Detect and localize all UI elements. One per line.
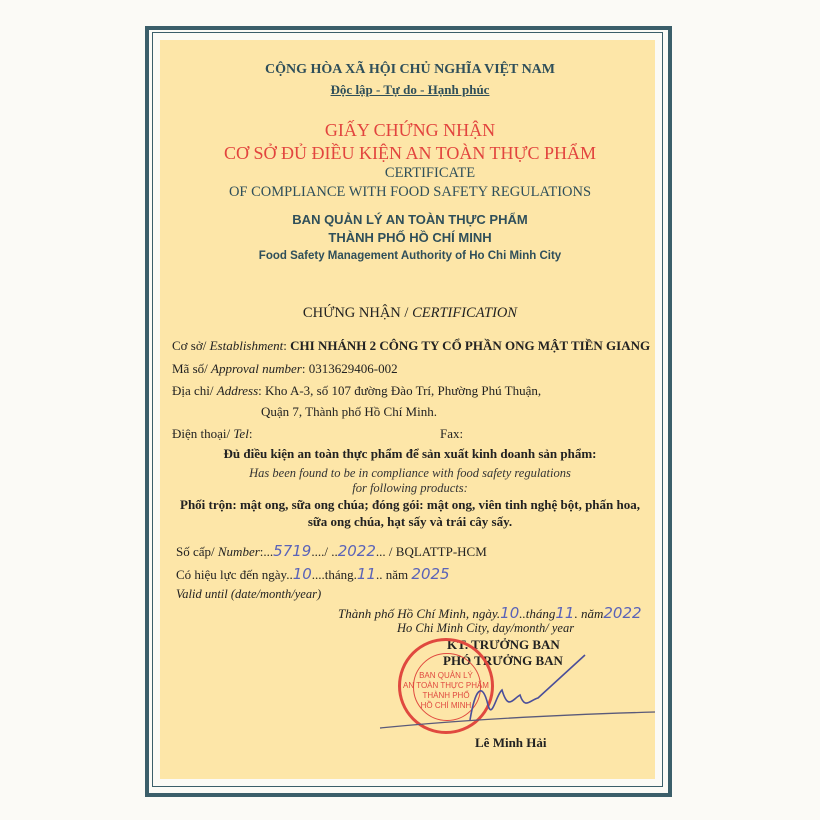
- validity-en: Valid until (date/month/year): [176, 587, 322, 601]
- signatory-title-2: PHÓ TRƯỞNG BAN: [443, 653, 563, 668]
- tel-row: Điện thoại/ Tel:: [172, 426, 253, 441]
- issue-en: Ho Chi Minh City, day/month/ year: [397, 621, 575, 635]
- seal-text: AN TOÀN THỰC PHẨM: [403, 681, 489, 690]
- number-row: Số cấp/ Number:...5719..../ ..2022... / BQLATTP-HCM: [176, 542, 487, 560]
- approval-value: 0313629406-002: [308, 361, 398, 376]
- products-line-2: sữa ong chúa, hạt sấy và trái cây sấy.: [307, 514, 513, 529]
- cert-heading-vi: CHỨNG NHẬN /: [302, 305, 413, 321]
- issue-row: Thành phố Hồ Chí Minh, ngày.10..tháng11. năm2022: [338, 604, 642, 622]
- valid-month: 11: [356, 565, 377, 583]
- title-en-2: OF COMPLIANCE WITH FOOD SAFETY REGULATIONS: [228, 184, 592, 200]
- valid-day: 10: [292, 565, 312, 583]
- label: tháng: [324, 567, 354, 582]
- label: Thành phố Hồ Chí Minh, ngày: [338, 606, 497, 621]
- compliance-en-1: Has been found to be in compliance with food safety regulations: [249, 466, 571, 480]
- signatory-name: Lê Minh Hải: [475, 735, 547, 750]
- address-line-1: Kho A-3, số 107 đường Đào Trí, Phường Phú Thuận,: [265, 383, 542, 398]
- authority-en: Food Safety Management Authority of Ho Chi Minh City: [258, 250, 562, 262]
- label: Địa chỉ/: [172, 383, 217, 398]
- address-row: Địa chỉ/ Address: Kho A-3, số 107 đường Đào Trí, Phường Phú Thuận,: [172, 383, 542, 398]
- approval-row: Mã số/ Approval number: 0313629406-002: [172, 361, 398, 376]
- issue-year: 2022: [603, 604, 642, 622]
- label: Điện thoại/: [172, 426, 234, 441]
- seal-text: THÀNH PHỐ: [422, 691, 470, 700]
- authority-vi-1: BAN QUẢN LÝ AN TOÀN THỰC PHẨM: [292, 212, 528, 227]
- establishment-row: Cơ sở/ Establishment: CHI NHÁNH 2 CÔNG TY CỔ PHẦN ONG MẬT TIỀN GIANG: [172, 338, 651, 353]
- cert-heading-en: CERTIFICATION: [412, 305, 518, 321]
- title-en-1: CERTIFICATE: [384, 165, 476, 181]
- title-vi-1: GIẤY CHỨNG NHẬN: [324, 120, 496, 140]
- establishment-value: CHI NHÁNH 2 CÔNG TY CỔ PHẦN ONG MẬT TIỀN GIANG: [290, 338, 651, 353]
- label-en: Address: [216, 383, 259, 398]
- seal-text: HỒ CHÍ MINH: [420, 701, 472, 710]
- label: tháng: [525, 606, 556, 621]
- label: Số cấp/: [176, 544, 218, 559]
- validity-row: Có hiệu lực đến ngày..10....tháng.11.. năm 2025: [176, 565, 450, 583]
- label: Mã số/: [172, 361, 211, 376]
- label-en: Approval number: [211, 361, 302, 376]
- number-suffix: / BQLATTP-HCM: [388, 544, 487, 559]
- certification-heading: [0, 305, 820, 322]
- address-line-2: Quận 7, Thành phố Hồ Chí Minh.: [261, 404, 437, 419]
- seal-text: BAN QUẢN LÝ: [419, 671, 473, 680]
- label: Có hiệu lực đến ngày: [176, 567, 287, 582]
- label-en: Tel: [233, 426, 249, 441]
- nation-heading: CỘNG HÒA XÃ HỘI CHỦ NGHĨA VIỆT NAM: [264, 62, 555, 77]
- label: năm: [385, 567, 409, 582]
- issue-month: 11: [555, 604, 575, 622]
- number-year: 2022: [337, 542, 376, 560]
- issue-day: 10: [500, 604, 520, 622]
- label: Cơ sở/: [172, 338, 210, 353]
- label-en: Establishment: [209, 338, 284, 353]
- fax-label: Fax:: [440, 426, 464, 441]
- title-vi-2: CƠ SỞ ĐỦ ĐIỀU KIỆN AN TOÀN THỰC PHẨM: [224, 143, 596, 163]
- label: năm: [580, 606, 604, 621]
- compliance-en-2: for following products:: [352, 481, 468, 495]
- signatory-title-1: KT. TRƯỞNG BAN: [447, 637, 560, 652]
- label-en: Number: [217, 544, 260, 559]
- signature: [370, 650, 660, 740]
- products-line-1: Phối trộn: mật ong, sữa ong chúa; đóng gói: mật ong, viên tinh nghệ bột, phấn hoa,: [180, 497, 640, 512]
- number-value: 5719: [273, 542, 312, 560]
- authority-vi-2: THÀNH PHỐ HỒ CHÍ MINH: [328, 230, 492, 245]
- valid-year: 2025: [411, 565, 450, 583]
- compliance-vi: Đủ điều kiện an toàn thực phẩm để sản xuất kinh doanh sản phẩm:: [223, 446, 597, 461]
- motto: Độc lập - Tự do - Hạnh phúc: [330, 82, 490, 97]
